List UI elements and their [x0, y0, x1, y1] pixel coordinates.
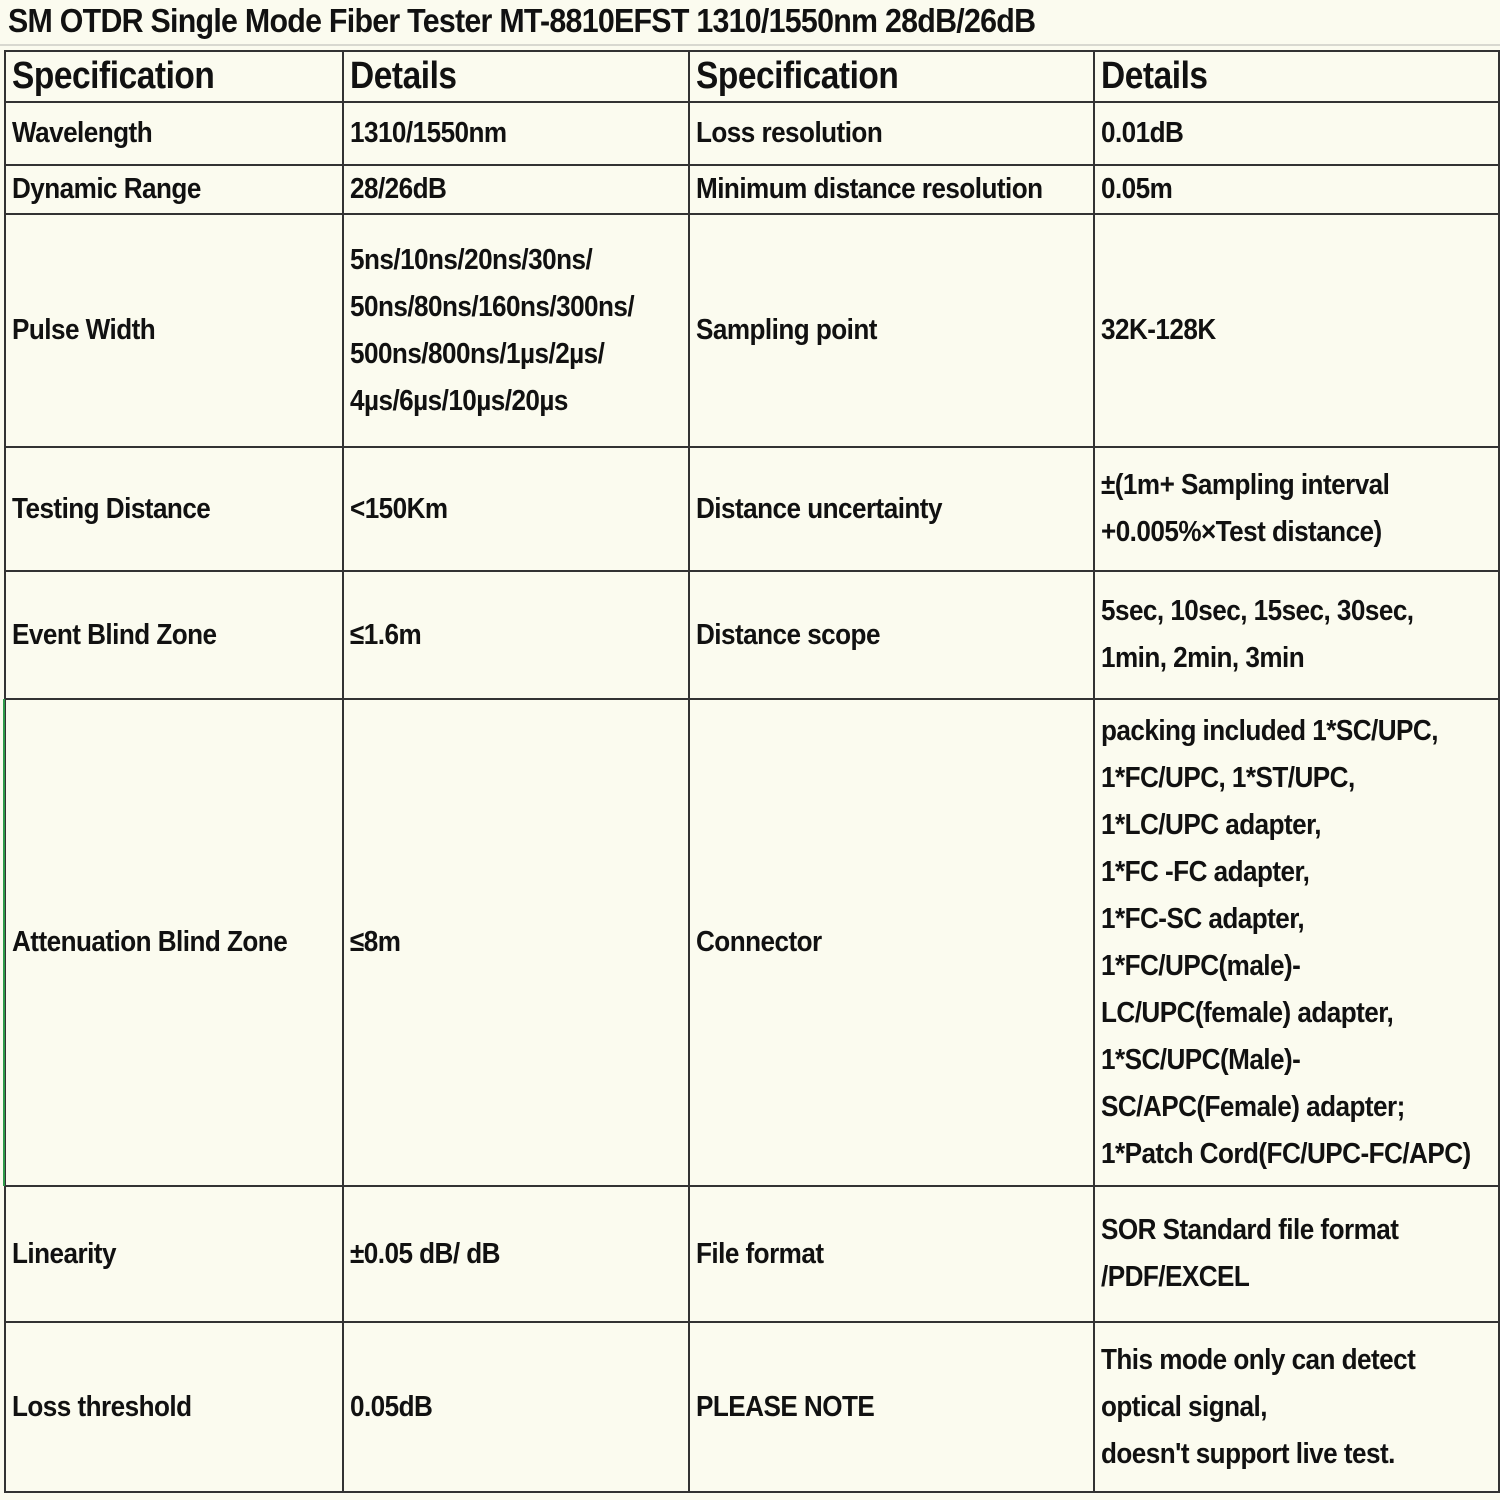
- spec-cell: PLEASE NOTE: [689, 1322, 1094, 1492]
- table-row: [5, 699, 1499, 1186]
- detail-cell: packing included 1*SC/UPC, 1*FC/UPC, 1*ST/UPC, 1*LC/UPC adapter, 1*FC -FC adapter, 1*FC-SC adapter, 1*FC/UPC(male)- LC/UPC(female) adapter, 1*SC/UPC(Male)- SC/APC(Female) adapter; 1*Patch Cord(FC/UPC-FC/APC): [1094, 699, 1499, 1186]
- spec-cell: Wavelength: [5, 102, 343, 165]
- spec-table: [4, 50, 1500, 1493]
- header-cell-specification-1: Specification: [5, 51, 343, 102]
- detail-cell: 5sec, 10sec, 15sec, 30sec, 1min, 2min, 3min: [1094, 571, 1499, 699]
- detail-cell: This mode only can detect optical signal, doesn't support live test.: [1094, 1322, 1499, 1492]
- spec-cell: Dynamic Range: [5, 165, 343, 214]
- spec-cell: Testing Distance: [5, 447, 343, 571]
- header-cell-details-2: Details: [1094, 51, 1499, 102]
- detail-cell: ±0.05 dB/ dB: [343, 1186, 689, 1322]
- table-row: [5, 102, 1499, 165]
- detail-cell: 0.01dB: [1094, 102, 1499, 165]
- table-row: [5, 165, 1499, 214]
- cell-selection-border: [3, 699, 5, 1186]
- spec-cell: Sampling point: [689, 214, 1094, 447]
- title-bar: [0, 0, 1500, 46]
- spec-cell: Distance uncertainty: [689, 447, 1094, 571]
- detail-cell: ≤8m: [343, 699, 689, 1186]
- table-row: [5, 571, 1499, 699]
- detail-cell: 28/26dB: [343, 165, 689, 214]
- table-row: [5, 214, 1499, 447]
- detail-cell: 1310/1550nm: [343, 102, 689, 165]
- spec-cell: Loss threshold: [5, 1322, 343, 1492]
- table-header-row: [5, 51, 1499, 102]
- spec-cell: Linearity: [5, 1186, 343, 1322]
- spec-cell: File format: [689, 1186, 1094, 1322]
- detail-cell: <150Km: [343, 447, 689, 571]
- detail-cell: 0.05m: [1094, 165, 1499, 214]
- spec-cell: Distance scope: [689, 571, 1094, 699]
- header-cell-details-1: Details: [343, 51, 689, 102]
- page-title: SM OTDR Single Mode Fiber Tester MT-8810EFST 1310/1550nm 28dB/26dB: [8, 2, 1036, 39]
- header-cell-specification-2: Specification: [689, 51, 1094, 102]
- spec-cell: Attenuation Blind Zone: [5, 699, 343, 1186]
- detail-cell: 0.05dB: [343, 1322, 689, 1492]
- spec-cell: Pulse Width: [5, 214, 343, 447]
- table-row: [5, 1186, 1499, 1322]
- detail-cell: SOR Standard file format /PDF/EXCEL: [1094, 1186, 1499, 1322]
- detail-cell: ±(1m+ Sampling interval +0.005%×Test distance): [1094, 447, 1499, 571]
- table-row: [5, 447, 1499, 571]
- detail-cell: 5ns/10ns/20ns/30ns/ 50ns/80ns/160ns/300ns/ 500ns/800ns/1µs/2µs/ 4µs/6µs/10µs/20µs: [343, 214, 689, 447]
- detail-cell: ≤1.6m: [343, 571, 689, 699]
- table-row: [5, 1322, 1499, 1492]
- spec-cell: Connector: [689, 699, 1094, 1186]
- spec-cell: Loss resolution: [689, 102, 1094, 165]
- spec-cell: Event Blind Zone: [5, 571, 343, 699]
- detail-cell: 32K-128K: [1094, 214, 1499, 447]
- spec-cell: Minimum distance resolution: [689, 165, 1094, 214]
